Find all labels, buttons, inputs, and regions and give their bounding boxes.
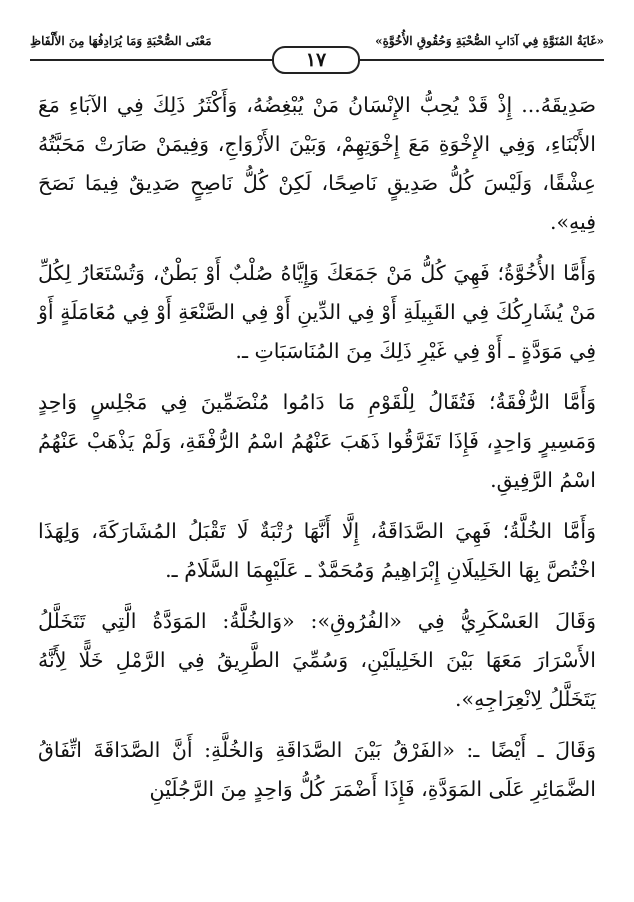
paragraph: وَأَمَّا الأُخُوَّةُ؛ فَهِيَ كُلُّ مَنْ جَمَعَكَ وَإِيَّاهُ صُلْبٌ أَوْ بَطْنٌ، وَتُسْتَعَارُ لِكُلِّ مَنْ يُشَارِكُكَ فِي القَبِيلَةِ أَوْ فِي الدِّينِ أَوْ فِي الصَّنْعَةِ أَوْ فِي مُعَامَلَةٍ أَوْ فِي مَوَدَّةٍ ـ أَوْ فِي غَيْرِ ذَلِكَ مِنَ المُنَاسَبَاتِ ـ. (38, 261, 596, 363)
paragraph: وَأَمَّا الرُّفْقَةُ؛ فَتُقَالُ لِلْقَوْمِ مَا دَامُوا مُنْضَمِّينَ فِي مَجْلِسٍ وَاحِدٍ وَمَسِيرٍ وَاحِدٍ، فَإِذَا تَفَرَّقُوا ذَهَبَ عَنْهُمُ اسْمُ الرُّفْقَةِ، وَلَمْ يَذْهَبْ عَنْهُمُ اسْمُ الرَّفِيقِ. (38, 390, 596, 492)
page-number-badge (272, 46, 360, 74)
paragraph: صَدِيقَهُ... إِذْ قَدْ يُحِبُّ الإِنْسَانُ مَنْ يُبْغِضُهُ، وَأَكْثَرُ ذَلِكَ فِي الآبَاءِ مَعَ الأَبْنَاءِ، وَفِي الإِخْوَةِ مَعَ إِخْوَتِهِمْ، وَبَيْنَ الأَزْوَاجِ، وَفِيمَنْ صَارَتْ مَحَبَّتُهُ عِشْقًا، وَلَيْسَ كُلُّ صَدِيقٍ نَاصِحًا، لَكِنْ كُلُّ نَاصِحٍ صَدِيقٌ فِيمَا نَصَحَ فِيهِ». (38, 93, 596, 234)
main-text (38, 86, 596, 809)
paragraph: وَقَالَ العَسْكَرِيُّ فِي «الفُرُوقِ»: «وَالخُلَّةُ: المَوَدَّةُ الَّتِي تَتَخَلَّلُ الأَسْرَارَ مَعَهَا بَيْنَ الخَلِيلَيْنِ، وَسُمِّيَ الطَّرِيقُ فِي الرَّمْلِ خَلًّا لِأَنَّهُ يَتَخَلَّلُ لِانْعِرَاجِهِ». (38, 609, 596, 711)
page-number: ١٧ (305, 49, 327, 71)
chapter-title: مَعْنَى الصُّحْبَةِ وَمَا يُرَادِفُهَا مِنَ الأَلْفَاظِ (30, 34, 212, 48)
paragraph: وَأَمَّا الخُلَّةُ؛ فَهِيَ الصَّدَاقَةُ، إِلَّا أَنَّهَا رُتْبَةٌ لَا تَقْبَلُ المُشَارَكَةَ، وَلِهَذَا اخْتُصَّ بِهَا الخَلِيلَانِ إِبْرَاهِيمُ وَمُحَمَّدٌ ـ عَلَيْهِمَا السَّلَامُ ـ. (38, 519, 596, 582)
book-title: «غَايَةُ المُنَوَّةِ فِي آدَابِ الصُّحْبَةِ وَحُقُوقِ الأُخُوَّةِ» (375, 34, 604, 48)
paragraph: وَقَالَ ـ أَيْضًا ـ: «الفَرْقُ بَيْنَ الصَّدَاقَةِ وَالخُلَّةِ: أَنَّ الصَّدَاقَةَ اتِّفَاقُ الضَّمَائِرِ عَلَى المَوَدَّةِ، فَإِذَا أَضْمَرَ كُلُّ وَاحِدٍ مِنَ الرَّجُلَيْنِ (38, 738, 596, 801)
